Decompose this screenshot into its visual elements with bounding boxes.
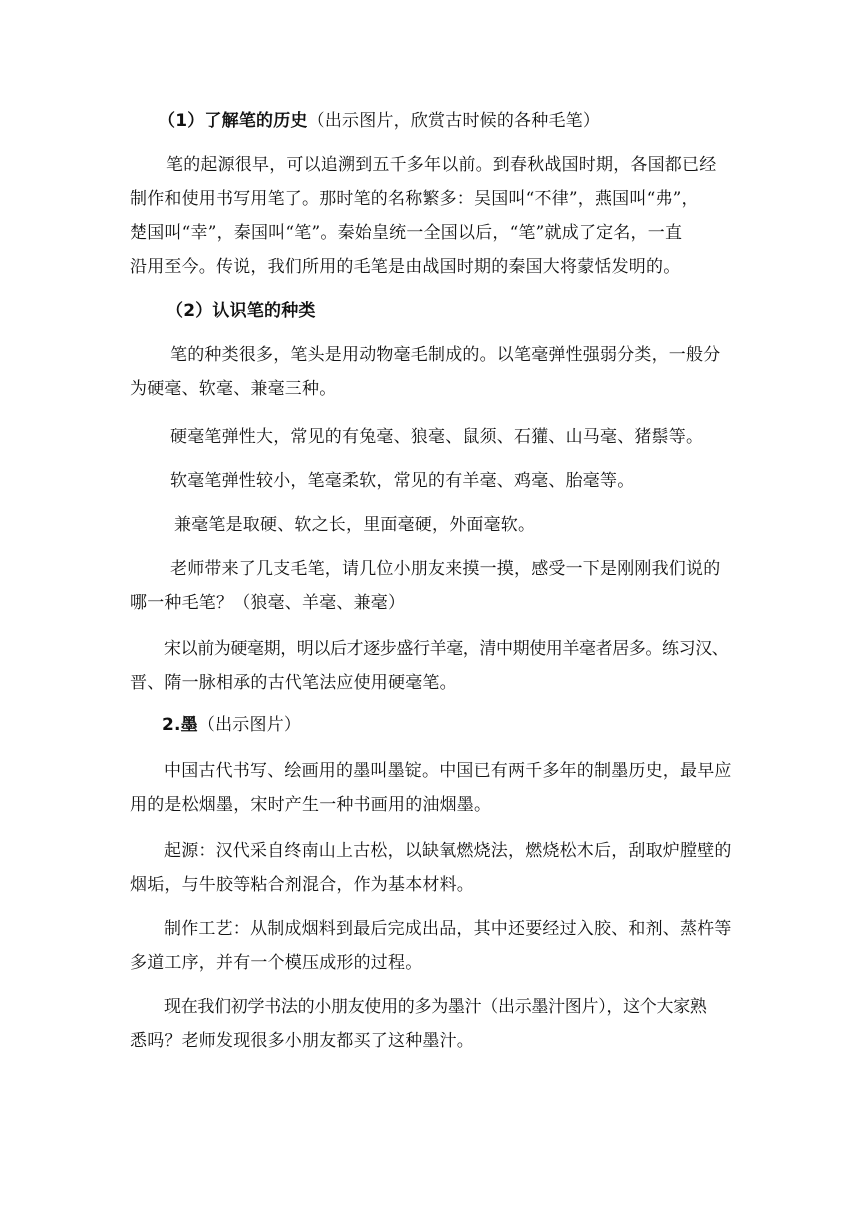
- heading-ink-bold: 2.墨: [162, 715, 198, 735]
- paragraph-craft: [130, 912, 730, 980]
- paragraph-types: [130, 338, 730, 406]
- paragraph-line: 笔的种类很多，笔头是用动物毫毛制成的。以笔毫弹性强弱分类，一般分: [170, 345, 721, 365]
- paragraph-line: 用的是松烟墨，宋时产生一种书画用的油烟墨。: [130, 795, 492, 815]
- paragraph-line: 制作和使用书写用笔了。那时笔的名称繁多：吴国叫“不律”，燕国叫“弗”，: [130, 189, 699, 209]
- paragraph-history: [130, 148, 730, 284]
- section-heading-history: [130, 104, 730, 138]
- paragraph-line: 悉吗？老师发现很多小朋友都买了这种墨汁。: [130, 1031, 474, 1051]
- section-heading-types: [130, 294, 730, 328]
- paragraph-song: [130, 632, 730, 700]
- paragraph-line: 现在我们初学书法的小朋友使用的多为墨汁（出示墨汁图片），这个大家熟: [164, 997, 707, 1017]
- paragraph-line: 软毫笔弹性较小，笔毫柔软，常见的有羊毫、鸡毫、胎毫等。: [170, 471, 635, 491]
- paragraph-line: 为硬毫、软毫、兼毫三种。: [130, 379, 337, 399]
- paragraph-teacher: [130, 552, 730, 620]
- paragraph-line: 老师带来了几支毛笔，请几位小朋友来摸一摸，感受一下是刚刚我们说的: [170, 559, 721, 579]
- paragraph-line: 起源：汉代采自终南山上古松，以缺氧燃烧法，燃烧松木后，刮取炉膛壁的: [164, 841, 732, 861]
- paragraph-hard-hair: [130, 420, 730, 454]
- paragraph-origin: [130, 834, 730, 902]
- heading-types: （2）认识笔的种类: [166, 301, 316, 321]
- paragraph-line: 硬毫笔弹性大，常见的有兔毫、狼毫、鼠须、石獾、山马毫、猪鬃等。: [170, 427, 704, 447]
- heading-history-note: （出示图片，欣赏古时候的各种毛笔）: [307, 111, 601, 131]
- paragraph-line: 晋、隋一脉相承的古代笔法应使用硬毫笔。: [130, 673, 457, 693]
- paragraph-line: 多道工序，并有一个模压成形的过程。: [130, 953, 423, 973]
- paragraph-soft-hair: [130, 464, 730, 498]
- paragraph-line: 中国古代书写、绘画用的墨叫墨锭。中国已有两千多年的制墨历史，最早应: [164, 761, 732, 781]
- paragraph-line: 兼毫笔是取硬、软之长，里面毫硬，外面毫软。: [174, 515, 536, 535]
- heading-ink-note: （出示图片）: [197, 715, 302, 735]
- section-heading-ink: [130, 708, 730, 742]
- paragraph-mixed-hair: [130, 508, 730, 542]
- paragraph-line: 哪一种毛笔？（狼毫、羊毫、兼毫）: [130, 593, 406, 613]
- paragraph-line: 宋以前为硬毫期，明以后才逐步盛行羊毫，清中期使用羊毫者居多。练习汉、: [164, 639, 729, 659]
- paragraph-line: 烟垢，与牛胶等粘合剂混合，作为基本材料。: [130, 875, 474, 895]
- paragraph-line: 沿用至今。传说，我们所用的毛笔是由战国时期的秦国大将蒙恬发明的。: [130, 257, 681, 277]
- heading-history-bold: （1）了解笔的历史: [158, 111, 308, 131]
- paragraph-line: 制作工艺：从制成烟料到最后完成出品，其中还要经过入胶、和剂、蒸杵等: [164, 919, 732, 939]
- paragraph-line: 楚国叫“幸”，秦国叫“笔”。秦始皇统一全国以后，“笔”就成了定名，一直: [130, 223, 683, 243]
- paragraph-line: 笔的起源很早，可以追溯到五千多年以前。到春秋战国时期，各国都已经: [166, 155, 717, 175]
- paragraph-now: [130, 990, 730, 1058]
- paragraph-ink: [130, 754, 730, 822]
